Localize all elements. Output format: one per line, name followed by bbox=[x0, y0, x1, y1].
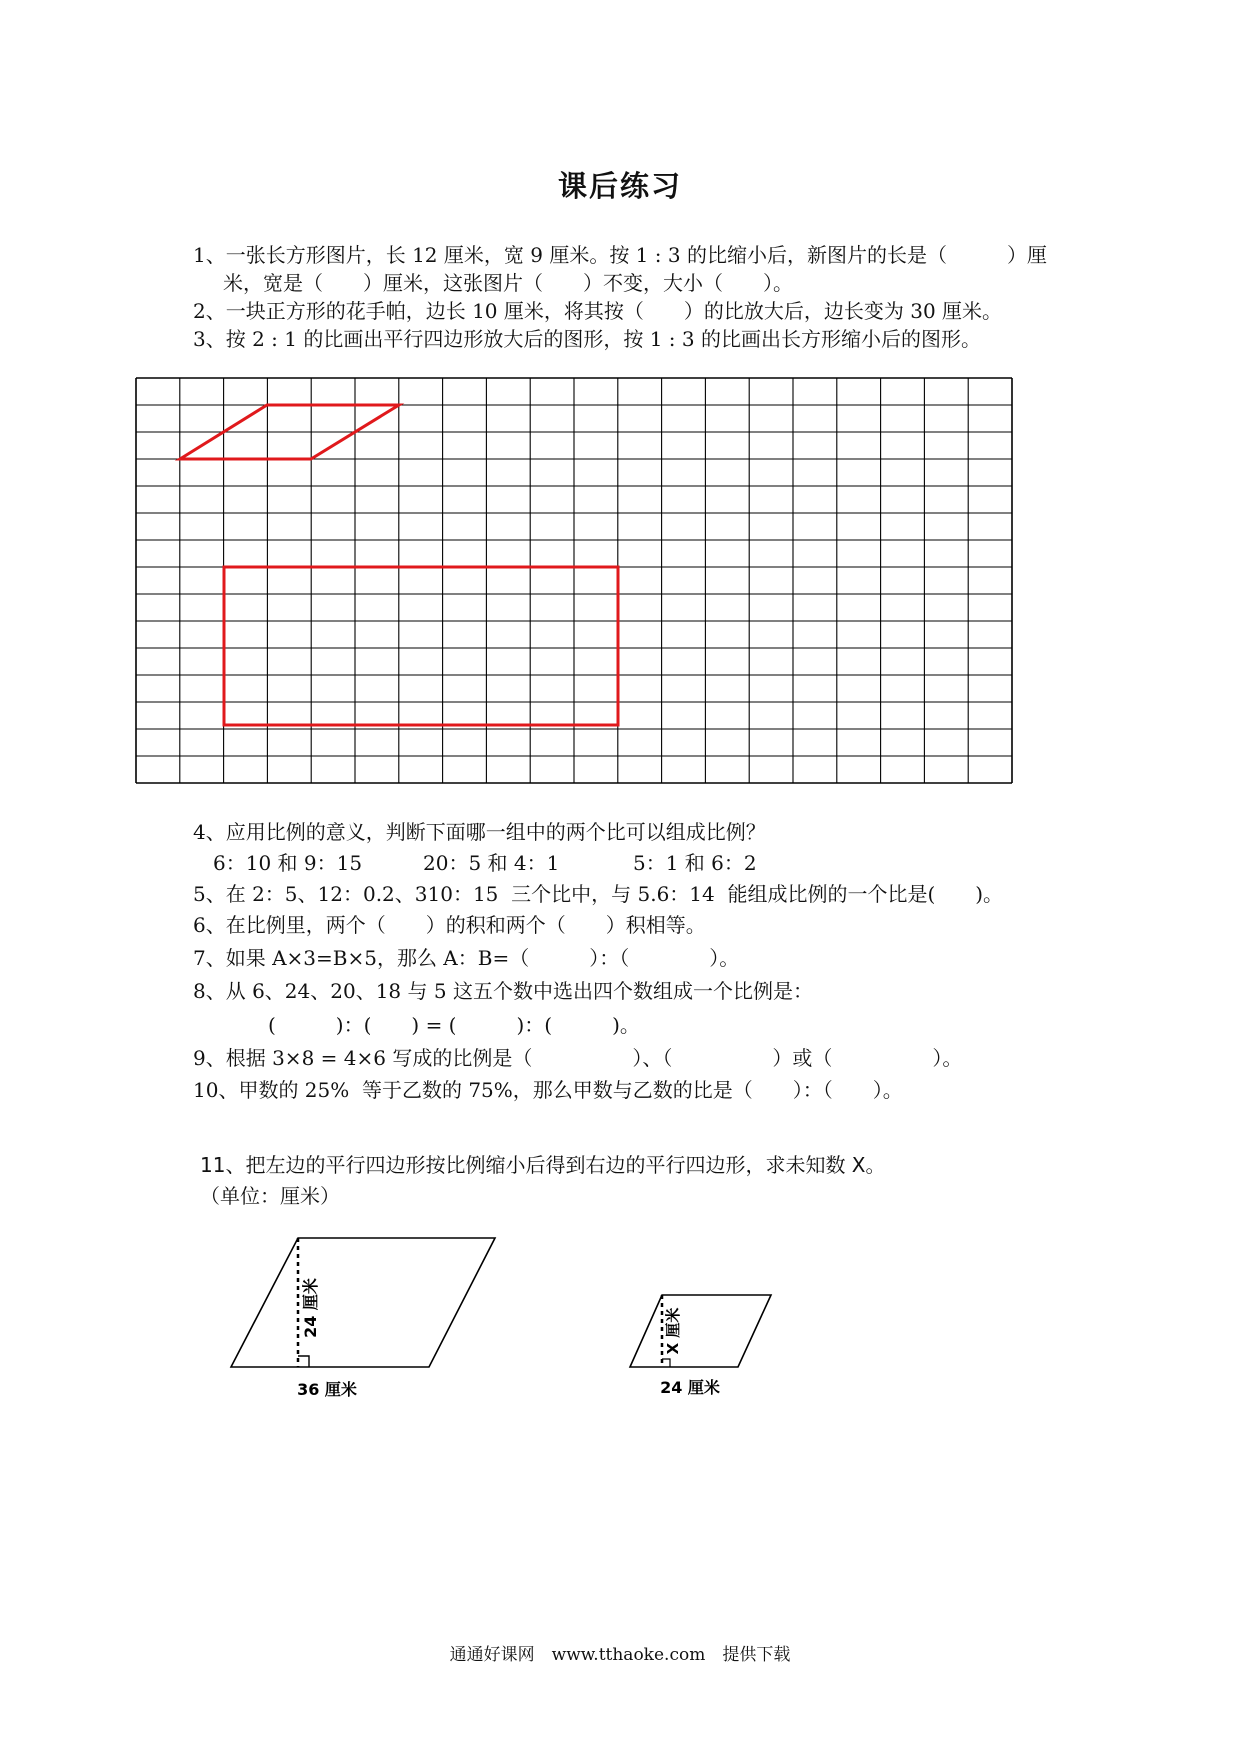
question-4: 4、应用比例的意义，判断下面哪一组中的两个比可以组成比例？ bbox=[193, 820, 766, 844]
grid-figure bbox=[136, 378, 1012, 783]
question-1-line-2: 米，宽是（ ）厘米，这张图片（ ）不变，大小（ ）。 bbox=[223, 271, 793, 295]
question-4-option-2: 20：5 和 4：1 bbox=[423, 851, 560, 875]
left-base-label: 36 厘米 bbox=[297, 1380, 357, 1399]
question-1-line-1: 1、一张长方形图片，长 12 厘米，宽 9 厘米。按 1 : 3 的比缩小后，新图片的长是（ ）厘 bbox=[193, 243, 1047, 267]
question-2: 2、一块正方形的花手帕，边长 10 厘米，将其按（ ）的比放大后，边长变为 30 厘米。 bbox=[193, 299, 1003, 323]
left-parallelogram-figure bbox=[220, 1228, 510, 1403]
question-6: 6、在比例里，两个（ ）的积和两个（ ）积相等。 bbox=[193, 913, 706, 937]
rectangle-shape bbox=[224, 567, 618, 725]
question-4-option-1: 6：10 和 9：15 bbox=[213, 851, 363, 875]
question-11-line-1: 11、把左边的平行四边形按比例缩小后得到右边的平行四边形，求未知数 X。 bbox=[200, 1153, 886, 1177]
question-3: 3、按 2 : 1 的比画出平行四边形放大后的图形，按 1 : 3 的比画出长方形缩小后的图形。 bbox=[193, 327, 981, 351]
question-10: 10、甲数的 25% 等于乙数的 75%，那么甲数与乙数的比是（ ）：（ ）。 bbox=[193, 1078, 903, 1102]
question-11-line-2: （单位：厘米） bbox=[200, 1184, 340, 1208]
right-height-label: X 厘米 bbox=[664, 1307, 682, 1355]
right-base-label: 24 厘米 bbox=[660, 1378, 720, 1397]
left-height-label: 24 厘米 bbox=[301, 1278, 320, 1338]
question-8-line-1: 8、从 6、24、20、18 与 5 这五个数中选出四个数组成一个比例是： bbox=[193, 979, 813, 1003]
right-parallelogram-figure bbox=[620, 1285, 780, 1405]
page-title: 课后练习 bbox=[557, 169, 682, 203]
question-5: 5、在 2：5、12：0.2、310：15 三个比中，与 5.6：14 能组成比例的一个比是( )。 bbox=[193, 882, 1004, 906]
question-4-option-3: 5：1 和 6：2 bbox=[633, 851, 757, 875]
question-9: 9、根据 3×8 = 4×6 写成的比例是（ ）、（ ）或（ ）。 bbox=[193, 1046, 963, 1070]
footer-text: 通通好课网 www.tthaoke.com 提供下载 bbox=[449, 1645, 791, 1665]
question-7: 7、如果 A×3=B×5，那么 A：B=（ ）：（ ）。 bbox=[193, 946, 740, 970]
grid-lines bbox=[136, 378, 1012, 783]
question-8-line-2: ( )：( ) = ( )：( )。 bbox=[268, 1013, 640, 1037]
